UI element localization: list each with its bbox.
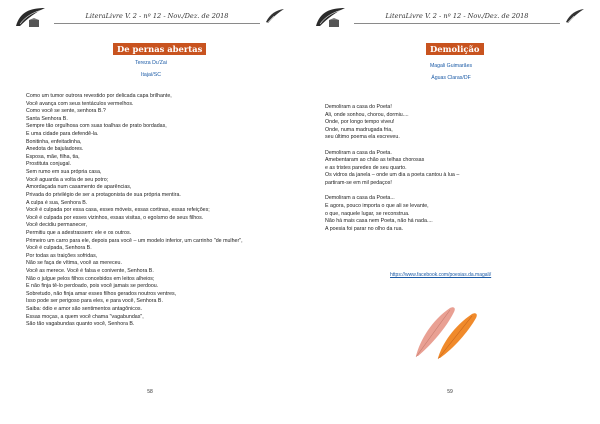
poem-line: Sobretudo, não finja amar esses filhos gerados noutros ventres, — [26, 290, 177, 297]
poem-line: São tão vagabundas quanto você, Senhora B. — [26, 321, 135, 328]
poem-line: Você é culpada por esses vizinhos, essas visitas, o egoísmo de seus filhos. — [26, 214, 204, 221]
poem-line: Privada do privilégio de ser a protagonista de sua própria mentira. — [26, 191, 181, 198]
poem-line: Essas moças, a quem você chama "vagabundas", — [26, 313, 144, 320]
poem-line: Demoliram a casa da Poeta. — [325, 149, 392, 156]
magazine-logo-icon — [14, 6, 48, 28]
right-page — [300, 0, 600, 424]
page-header — [14, 6, 286, 28]
poem-line: partiram-se em mil pedaços! — [325, 180, 392, 187]
poem-line: Bonitinha, enfeitadinha, — [26, 138, 82, 145]
poem-line: Você avança com seus tentáculos vermelhos. — [26, 100, 134, 107]
page-header — [314, 6, 586, 28]
poem-line: Não o julgue pelos filhos concebidos em leitos alheios; — [26, 275, 155, 282]
header-title: LiteraLivre V. 2 - nº 12 - Nov./Dez. de 2018 — [385, 12, 529, 20]
page-number: 59 — [447, 389, 453, 395]
poem-author: Magali Guimarães — [429, 63, 473, 69]
poem-line: Saiba: ódio e amor são sentimentos antagônicos. — [26, 306, 143, 313]
poem-line: Demoliram a casa da Poeta... — [325, 195, 395, 202]
poem-line: Você é culpada, Senhora B. — [26, 245, 92, 252]
facebook-link[interactable]: https://www.facebook.com/poesias.da.magali/ — [390, 272, 492, 278]
poem-line: e as tristes paredes de seu quarto. — [325, 164, 407, 171]
feather-icon — [410, 300, 490, 360]
poem-line: A culpa é sua, Senhora B. — [26, 199, 88, 206]
header-rule — [354, 23, 560, 24]
poem-title: De pernas abertas — [113, 43, 206, 55]
quill-icon — [564, 8, 586, 24]
poem-line: Sem rumo em sua própria casa, — [26, 169, 102, 176]
poem-line: A poesia foi parar no olho da rua. — [325, 225, 404, 232]
magazine-logo-icon — [314, 6, 348, 28]
poem-line: Você aguarda a volta de seu potro; — [26, 176, 109, 183]
poem-place: Itajaí/SC — [141, 72, 161, 78]
poem-line: Sempre tão orgulhosa com suas toalhas de prato bordadas, — [26, 123, 167, 130]
poem-line: Anedota de bajuladores. — [26, 146, 84, 153]
poem-line: Como um tumor outrora revestido por delicada capa brilhante, — [26, 93, 172, 99]
poem-line: Demoliram a casa do Poeta! — [325, 104, 392, 110]
poem-line: Isso pode ser perigoso para eles, e para você, Senhora B. — [26, 298, 163, 305]
poem-line: Amordaçada num casamento de aparências, — [26, 184, 132, 191]
poem-line: Por todas as traições sofridas, — [26, 252, 98, 259]
poem-line: Onde, numa madrugada fria, — [325, 126, 393, 133]
poem-line: o que, naquele lugar, se reconstrua. — [325, 210, 410, 217]
header-title: LiteraLivre V. 2 - nº 12 - Nov./Dez. de 2018 — [85, 12, 229, 20]
poem-line: Ali, onde sonhou, chorou, dormiu.... — [325, 111, 409, 118]
poem-line: E agora, pouco importa o que ali se levante, — [325, 202, 429, 209]
poem-line: Você decidiu permanecer, — [26, 222, 87, 229]
poem-line: Não se faça de vítima, você as mereceu. — [26, 260, 122, 267]
poem-body — [325, 104, 580, 233]
poem-line: Você é culpada por essa casa, esses móveis, essas cortinas, essas refeições; — [26, 207, 210, 214]
poem-line: Santa Senhora B. — [26, 115, 68, 122]
stanza-gap — [325, 188, 580, 196]
poem-title: Demolição — [426, 43, 484, 55]
poem-line: Esposa, mãe, filha, tia, — [26, 153, 80, 160]
page-number: 58 — [147, 389, 153, 395]
poem-line: seu último poema ela escreveu. — [325, 134, 400, 141]
poem-place: Águas Claras/DF — [431, 75, 471, 81]
quill-icon — [264, 8, 286, 24]
poem-line: Onde, por longo tempo viveu! — [325, 119, 395, 126]
poem-line: E uma cidade para defendê-la. — [26, 131, 99, 138]
poem-line: Amebentaram ao chão as telhas chorosas — [325, 157, 425, 164]
poem-line: Permitiu que a adestrassem: ele e os outros. — [26, 229, 132, 236]
poem-line: Não há mais casa nem Poeta, não há nada.... — [325, 218, 433, 225]
poem-line: Como você se sente, senhora B.? — [26, 108, 106, 115]
poem-line: Prostituta conjugal. — [26, 161, 72, 168]
poem-body — [26, 93, 286, 329]
header-rule — [54, 23, 260, 24]
poem-author: Tereza Du'Zai — [135, 60, 167, 66]
poem-line: Você as merece. Você é falsa e conivente, Senhora B. — [26, 268, 154, 275]
poem-line: Primeiro um carro para ele, depois para você – um modelo inferior, um carrinho "de mulher", — [26, 237, 243, 244]
poem-line: E não finja tê-lo perdoado, pois você jamais se perdoou. — [26, 283, 159, 290]
stanza-gap — [325, 142, 580, 150]
poem-line: Os vidros da janela – onde um dia a poeta cantou à lua – — [325, 172, 460, 179]
